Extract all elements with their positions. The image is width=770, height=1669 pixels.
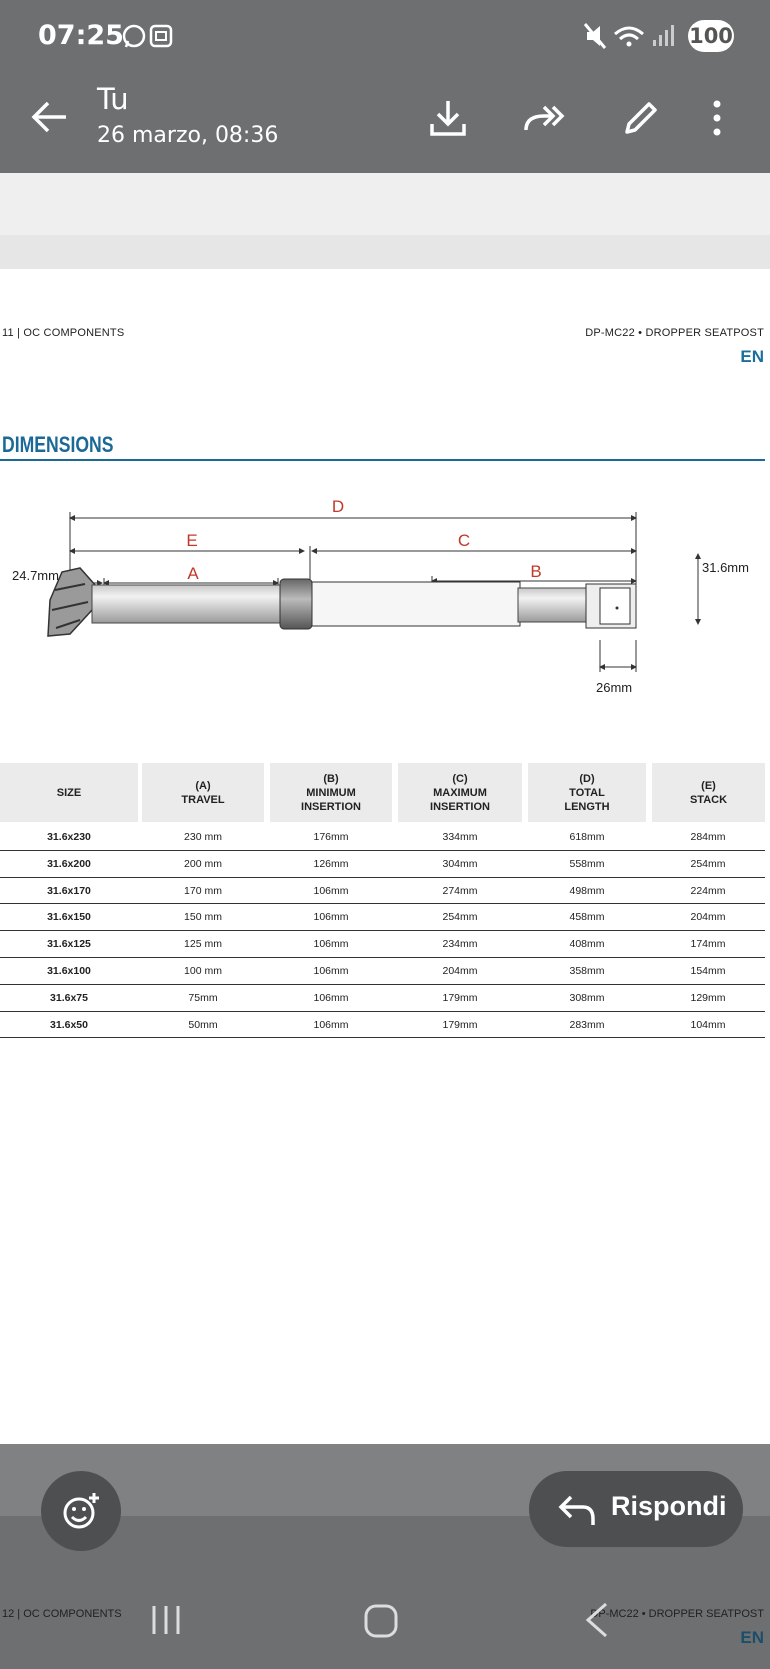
back-button[interactable] <box>30 95 70 139</box>
table-cell: 126mm <box>313 857 349 870</box>
table-row <box>0 931 765 957</box>
table-cell: 304mm <box>442 857 478 870</box>
recents-icon <box>150 1600 184 1640</box>
table-cell: 230 mm <box>184 831 222 843</box>
table-cell: 254mm <box>442 911 478 924</box>
mute-icon <box>585 24 605 48</box>
message-date: 26 marzo, 08:36 <box>97 123 279 148</box>
wifi-icon <box>615 28 643 47</box>
whatsapp-icon <box>122 22 174 50</box>
app-header <box>0 0 770 173</box>
table-cell: 50mm <box>188 1018 218 1031</box>
table-cell: 408mm <box>569 938 605 951</box>
table-cell: 170 mm <box>184 884 222 897</box>
home-icon <box>362 1600 402 1640</box>
edit-icon <box>619 96 663 140</box>
back-nav-button[interactable] <box>582 1600 612 1645</box>
status-right-icons <box>583 20 683 57</box>
status-left-icons <box>122 22 174 55</box>
add-reaction-button[interactable] <box>41 1471 121 1551</box>
doc-header-right: DP-MC22 • DROPPER SEATPOST <box>585 327 764 339</box>
next-page-header-left: 12 | OC COMPONENTS <box>2 1608 122 1620</box>
header-travel: (A) TRAVEL <box>142 763 264 822</box>
table-cell: 31.6x125 <box>47 938 91 951</box>
table-cell: 106mm <box>313 911 349 924</box>
reply-label: Rispondi <box>611 1491 727 1521</box>
table-cell: 104mm <box>690 1018 726 1031</box>
table-cell: 458mm <box>569 911 605 924</box>
table-cell: 106mm <box>313 1018 349 1031</box>
table-cell: 254mm <box>690 857 726 870</box>
label-c: C <box>457 531 471 550</box>
table-row <box>0 1012 765 1038</box>
add-reaction-icon <box>41 1471 121 1551</box>
forward-icon <box>522 96 566 140</box>
label-d: D <box>331 497 345 516</box>
forward-button[interactable] <box>522 96 566 140</box>
home-button[interactable] <box>362 1600 402 1645</box>
label-b: B <box>530 562 542 581</box>
seatpost-drawing <box>48 568 636 636</box>
table-cell: 200 mm <box>184 857 222 870</box>
table-cell: 150 mm <box>184 911 222 924</box>
table-row <box>0 958 765 984</box>
next-page-header-right: DP-MC22 • DROPPER SEATPOST <box>590 1608 764 1620</box>
table-cell: 179mm <box>442 1018 478 1031</box>
sender-name: Tu <box>97 82 129 116</box>
more-options-button[interactable] <box>705 96 729 140</box>
doc-header-left: 11 | OC COMPONENTS <box>2 327 125 339</box>
table-cell: 31.6x200 <box>47 857 91 870</box>
dim-head-label: 24.7mm <box>12 568 59 583</box>
table-cell: 558mm <box>569 857 605 870</box>
table-cell: 283mm <box>569 1018 605 1031</box>
table-cell: 75mm <box>188 991 218 1004</box>
recents-button[interactable] <box>150 1600 184 1645</box>
page-gap <box>0 173 770 235</box>
table-cell: 204mm <box>442 965 478 977</box>
table-cell: 31.6x170 <box>47 884 91 897</box>
table-cell: 618mm <box>569 831 605 843</box>
header-stack: (E) STACK <box>652 763 765 822</box>
table-cell: 274mm <box>442 884 478 897</box>
signal-icon <box>653 25 674 46</box>
table-row <box>0 904 765 930</box>
label-e: E <box>186 531 198 550</box>
row-divider <box>0 1037 765 1038</box>
download-icon <box>426 96 470 140</box>
table-cell: 125 mm <box>184 938 222 951</box>
table-cell: 129mm <box>690 991 726 1004</box>
table-cell: 31.6x230 <box>47 831 91 843</box>
table-cell: 31.6x100 <box>47 965 91 977</box>
table-cell: 31.6x150 <box>47 911 91 924</box>
doc-language: EN <box>740 347 764 366</box>
table-cell: 334mm <box>442 831 478 843</box>
table-cell: 106mm <box>313 938 349 951</box>
page-gap <box>0 235 770 269</box>
reply-icon <box>557 1493 597 1529</box>
label-a: A <box>187 564 199 583</box>
status-time: 07:25 <box>38 20 124 51</box>
section-title: DIMENSIONS <box>2 432 114 457</box>
edit-button[interactable] <box>619 96 663 140</box>
table-cell: 179mm <box>442 991 478 1004</box>
table-cell: 284mm <box>690 831 726 843</box>
seatpost-dimension-diagram <box>0 490 765 740</box>
header-min-insertion: (B) MINIMUM INSERTION <box>270 763 392 822</box>
download-button[interactable] <box>426 96 470 140</box>
table-cell: 308mm <box>569 991 605 1004</box>
table-cell: 154mm <box>690 965 726 977</box>
reply-button[interactable] <box>529 1471 743 1547</box>
dim-bottom-label: 26mm <box>596 680 633 695</box>
table-row <box>0 851 765 877</box>
table-cell: 31.6x50 <box>50 1018 88 1031</box>
header-total-length: (D) TOTAL LENGTH <box>528 763 646 822</box>
table-cell: 358mm <box>569 965 605 977</box>
table-row <box>0 878 765 904</box>
table-cell: 498mm <box>569 884 605 897</box>
table-row <box>0 824 765 850</box>
more-icon <box>705 96 729 140</box>
table-cell: 106mm <box>313 965 349 977</box>
table-cell: 100 mm <box>184 965 222 977</box>
battery-indicator: 100 <box>688 20 734 52</box>
table-cell: 224mm <box>690 884 726 897</box>
back-icon <box>582 1600 612 1640</box>
table-cell: 234mm <box>442 938 478 951</box>
table-cell: 204mm <box>690 911 726 924</box>
table-row <box>0 985 765 1011</box>
table-cell: 174mm <box>690 938 726 951</box>
table-cell: 106mm <box>313 991 349 1004</box>
table-cell: 31.6x75 <box>50 991 88 1004</box>
header-size: SIZE <box>0 763 138 822</box>
table-cell: 176mm <box>313 831 349 843</box>
header-max-insertion: (C) MAXIMUM INSERTION <box>398 763 522 822</box>
section-divider <box>0 459 765 461</box>
dim-diameter-label: 31.6mm <box>702 560 749 575</box>
next-page-language: EN <box>740 1628 764 1647</box>
table-cell: 106mm <box>313 884 349 897</box>
arrow-left-icon <box>30 95 70 139</box>
